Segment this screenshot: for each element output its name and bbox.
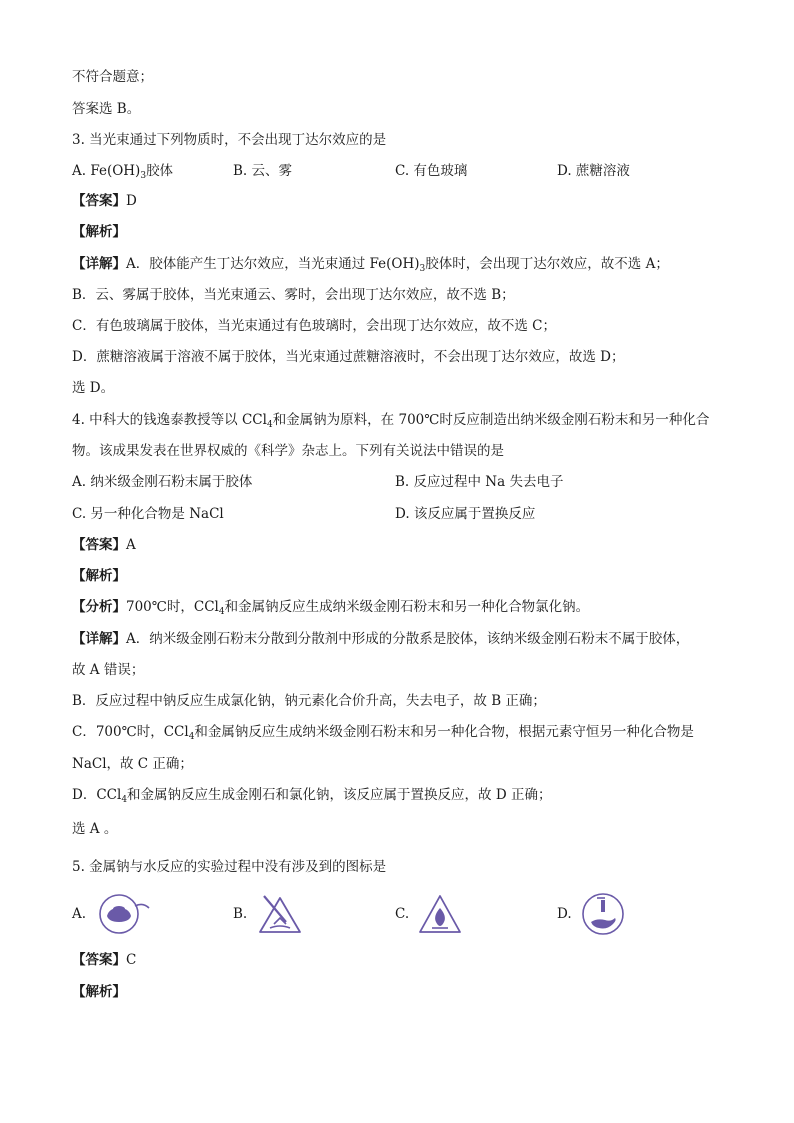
q4-option-d: D. 该反应属于置换反应 <box>395 506 536 522</box>
q3-conclusion: 选 D。 <box>72 380 115 396</box>
q5-option-d-label: D. <box>557 906 572 922</box>
q4-analysis-heading: 【解析】 <box>72 568 126 584</box>
sharp-object-warning-icon <box>256 892 304 936</box>
flame-warning-icon <box>416 892 464 936</box>
q5-analysis-heading: 【解析】 <box>72 984 126 1000</box>
q4-conclusion: 选 A 。 <box>72 821 118 837</box>
q5-answer: 【答案】C <box>72 952 137 968</box>
question-4-stem-line1: 4. 中科大的钱逸泰教授等以 CCl$_4$和金属钠为原料，在 700℃时反应制造出纳米级金刚石粉末和另一种化合 <box>72 412 710 430</box>
q3-detail-b: B．云、雾属于胶体，当光束通云、雾时，会出现丁达尔效应，故不选 B； <box>72 287 515 303</box>
q4-answer: 【答案】A <box>72 537 136 553</box>
question-5-stem: 5. 金属钠与水反应的实验过程中没有涉及到的图标是 <box>72 859 387 875</box>
text-line: 不符合题意； <box>72 69 153 85</box>
q3-detail-a: 【详解】A．胶体能产生丁达尔效应，当光束通过 $Fe(OH)_3$胶体时，会出现丁达尔效应，故不选 A； <box>72 256 669 274</box>
q5-option-c-label: C. <box>395 906 410 922</box>
q4-option-c: C. 另一种化合物是 NaCl <box>72 506 224 522</box>
q4-detail-c-line1: C．700℃时，CCl$_4$和金属钠反应生成纳米级金刚石粉末和另一种化合物，根据元素守恒另一种化合物是 <box>72 724 694 742</box>
q4-detail-b: B．反应过程中钠反应生成氯化钠，钠元素化合价升高，失去电子，故 B 正确； <box>72 693 546 709</box>
q4-detail-a-line2: 故 A 错误； <box>72 662 145 678</box>
q3-option-a: A. $Fe(OH)_3$胶体 <box>72 163 174 181</box>
q4-option-b: B. 反应过程中 Na 失去电子 <box>395 474 564 490</box>
q5-option-a-label: A. <box>72 906 87 922</box>
q3-option-d: D. 蔗糖溶液 <box>557 163 630 179</box>
q3-answer: 【答案】D <box>72 193 137 209</box>
q4-fenxi: 【分析】700℃时，CCl$_4$和金属钠反应生成纳米级金刚石粉末和另一种化合物氯化钠。 <box>72 599 590 617</box>
hand-wash-icon <box>579 892 627 936</box>
q4-detail-d: D．CCl$_4$和金属钠反应生成金刚石和氯化钠，该反应属于置换反应，故 D 正确； <box>72 787 552 805</box>
question-3-stem: 3. 当光束通过下列物质时，不会出现丁达尔效应的是 <box>72 132 387 148</box>
q3-detail-c: C．有色玻璃属于胶体，当光束通过有色玻璃时，会出现丁达尔效应，故不选 C； <box>72 318 556 334</box>
q4-detail-c-line2: NaCl，故 C 正确； <box>72 756 193 772</box>
text-line: 答案选 B。 <box>72 101 141 117</box>
q3-detail-d: D．蔗糖溶液属于溶液不属于胶体，当光束通过蔗糖溶液时，不会出现丁达尔效应，故选 D； <box>72 349 625 365</box>
q3-analysis-heading: 【解析】 <box>72 224 126 240</box>
q4-option-a: A. 纳米级金刚石粉末属于胶体 <box>72 474 253 490</box>
q5-option-b-label: B. <box>233 906 248 922</box>
q4-detail-a-line1: 【详解】A．纳米级金刚石粉末分散到分散剂中形成的分散系是胶体，该纳米级金刚石粉末不属于胶体， <box>72 631 690 647</box>
q3-option-c: C. 有色玻璃 <box>395 163 468 179</box>
question-4-stem-line2: 物。该成果发表在世界权威的《科学》杂志上。下列有关说法中错误的是 <box>72 443 504 459</box>
goggles-icon <box>97 892 157 936</box>
q3-option-b: B. 云、雾 <box>233 163 293 179</box>
